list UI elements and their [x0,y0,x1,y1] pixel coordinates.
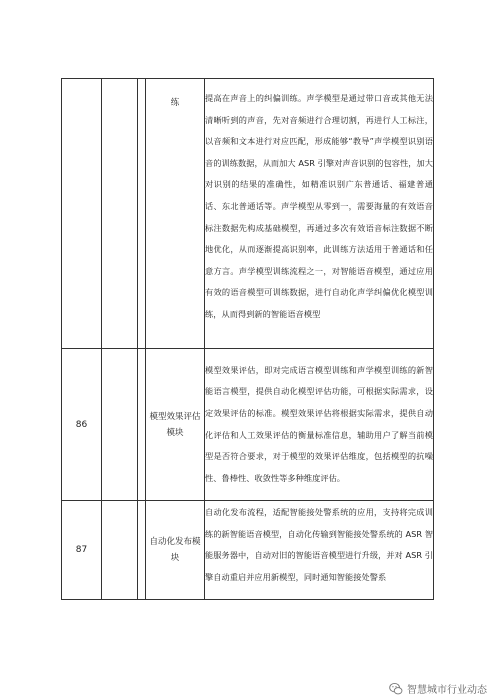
wechat-icon [389,682,403,696]
module-description: 提高在声音上的纠偏训练。声学模型是通过带口音或其他无法清晰听到的声音，先对音频进行合理切割，再进行人工标注，以音频和文本进行对应匹配，形成能够“教导”声学模型识别语音的训练数据，从而加大 ASR 引擎对声音识别的包容性，加大对识别的结果的准确性，如精准识别广东普通话、福建普通话、东北普通话等。声学模型从零到一，需要海量的有效语音标注数据先构成基础模型，再通过多次有效语音标注数据不断地优化，从而逐渐提高识别率，此训练方法适用于普通话和任意方言。声学模型训练流程之一，对智能语音模型，通过应用有效的语音模型可训练数据，进行自动化声学纠偏优化模型训练，从而得到新的智能语音模型 [205,79,434,349]
table-row [62,349,434,501]
row-number [62,79,102,349]
module-name: 自动化发布模块 [146,501,205,600]
empty-cell [102,79,138,349]
table-row [62,79,434,349]
table-row [62,501,434,600]
watermark-text: 智慧城市行业动态 [407,685,487,696]
empty-cell [102,501,138,600]
module-description: 模型效果评估，即对完成语言模型训练和声学模型训练的新智能语言模型，提供自动化模型评估功能，可根据实际需求，设定效果评估的标准。模型效果评估将根据实际需求，提供自动化评估和人工效果评估的衡量标准信息，辅助用户了解当前模型是否符合要求，对于模型的效果评估维度，包括模型的抗噪性、鲁棒性、收敛性等多种维度评估。 [205,349,434,501]
row-number: 86 [62,349,102,501]
spec-table [61,78,434,600]
module-name: 模型效果评估模块 [146,349,205,501]
module-name: 练 [146,79,205,349]
row-number: 87 [62,501,102,600]
empty-cell [138,79,146,349]
empty-cell [102,349,138,501]
empty-cell [138,501,146,600]
module-description: 自动化发布流程，适配智能接处警系统的应用，支持将完成训练的新智能语音模型，自动化传输到智能接处警系统的 ASR 智能服务器中，自动对旧的智能语音模型进行升级，并对 ASR 引擎自动重启并应用新模型，同时通知智能接处警系 [205,501,434,600]
empty-cell [138,349,146,501]
watermark [389,681,487,696]
